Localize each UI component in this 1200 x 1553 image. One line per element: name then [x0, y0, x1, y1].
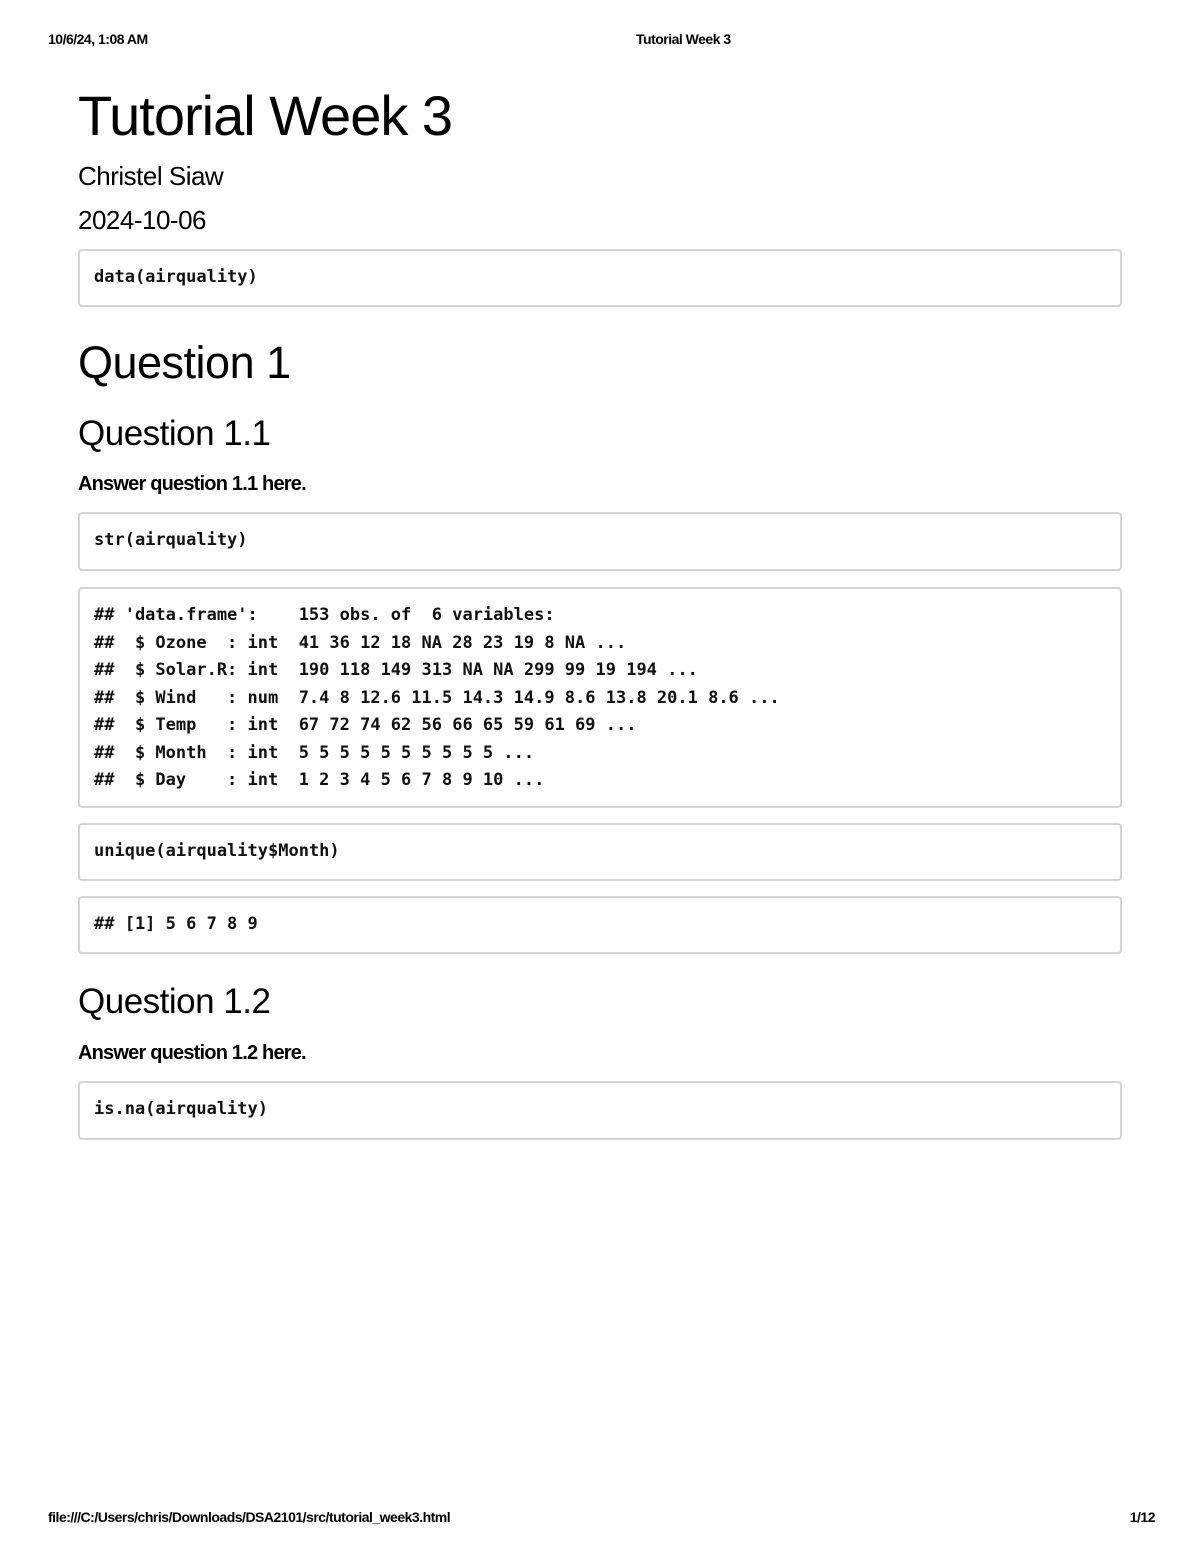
- code-block-data[interactable]: [78, 249, 1122, 307]
- code-block-unique[interactable]: [78, 823, 1122, 881]
- print-header: [48, 31, 1155, 49]
- output-line: ## $ Wind : num 7.4 8 12.6 11.5 14.3 14.9 8.6 13.8 20.1 8.6 ...: [94, 687, 780, 708]
- output-line: ## $ Day : int 1 2 3 4 5 6 7 8 9 10 ...: [94, 770, 545, 790]
- code-block-isna[interactable]: [78, 1081, 1122, 1140]
- document-author: Christel Siaw: [78, 161, 224, 191]
- output-line: ## $ Ozone : int 41 36 12 18 NA 28 23 19 8 NA ...: [94, 632, 627, 653]
- answer-text-1-1: Answer question 1.1 here.: [78, 473, 306, 495]
- print-url: file:///C:/Users/chris/Downloads/DSA2101/src/tutorial_week3.html: [48, 1509, 451, 1525]
- code-block-str[interactable]: [78, 512, 1122, 571]
- output-line: ## 'data.frame': 153 obs. of 6 variables:: [94, 605, 555, 625]
- code-text: unique(airquality$Month): [94, 841, 340, 861]
- print-datetime: 10/6/24, 1:08 AM: [48, 31, 148, 47]
- code-text: is.na(airquality): [94, 1099, 268, 1119]
- code-text: data(airquality): [94, 267, 258, 287]
- output-block-unique[interactable]: [78, 896, 1122, 954]
- output-line: ## $ Solar.R: int 190 118 149 313 NA NA 299 99 19 194 ...: [94, 660, 698, 680]
- heading-question-1-1: Question 1.1: [78, 414, 271, 453]
- heading-question-1: Question 1: [78, 337, 291, 388]
- output-block-str[interactable]: [78, 587, 1122, 808]
- print-page-title: Tutorial Week 3: [636, 31, 731, 47]
- output-line: ## $ Temp : int 67 72 74 62 56 66 65 59 61 69 ...: [94, 715, 637, 735]
- heading-question-1-2: Question 1.2: [78, 982, 271, 1021]
- code-text: str(airquality): [94, 530, 248, 550]
- print-footer: [48, 1509, 1155, 1527]
- output-line: ## [1] 5 6 7 8 9: [94, 914, 258, 934]
- document-title: Tutorial Week 3: [78, 84, 453, 147]
- answer-text-1-2: Answer question 1.2 here.: [78, 1042, 306, 1064]
- document-date: 2024-10-06: [78, 205, 206, 235]
- print-page-number: 1/12: [1129, 1509, 1155, 1525]
- output-line: ## $ Month : int 5 5 5 5 5 5 5 5 5 5 ...: [94, 742, 535, 763]
